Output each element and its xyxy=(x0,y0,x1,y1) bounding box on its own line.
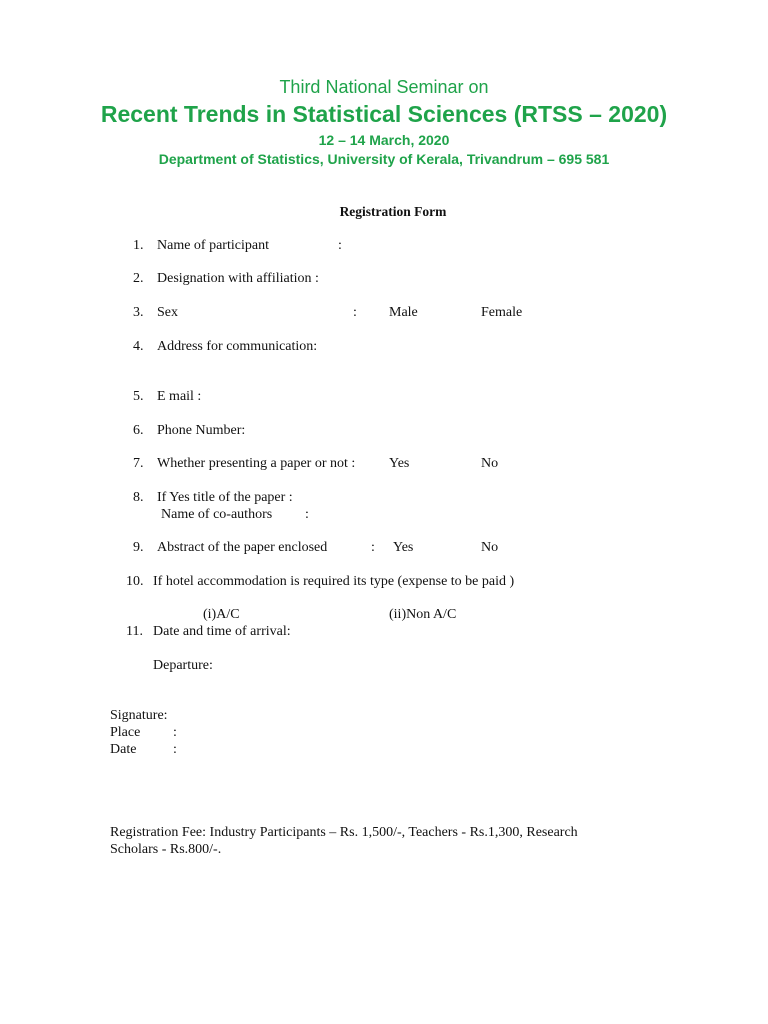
item-number: 8. xyxy=(133,490,144,505)
colon: : xyxy=(353,305,357,320)
label-paper-title: If Yes title of the paper : xyxy=(157,490,293,505)
label-email: E mail : xyxy=(157,389,202,404)
option-female: Female xyxy=(481,305,523,320)
seminar-venue: Department of Statistics, University of Kerala, Trivandrum – 695 581 xyxy=(158,151,610,167)
colon: : xyxy=(371,540,375,555)
item-number: 11. xyxy=(126,624,143,639)
label-signature: Signature: xyxy=(110,708,168,723)
seminar-line: Third National Seminar on xyxy=(279,77,489,97)
label-abstract: Abstract of the paper enclosed xyxy=(157,540,328,555)
colon: : xyxy=(338,238,342,253)
form-title: Registration Form xyxy=(339,204,447,219)
item-number: 9. xyxy=(133,540,144,555)
label-place: Place xyxy=(110,725,141,740)
seminar-dates: 12 – 14 March, 2020 xyxy=(318,132,450,148)
label-co-authors: Name of co-authors xyxy=(161,507,273,522)
item-number: 7. xyxy=(133,456,144,471)
label-presenting-paper: Whether presenting a paper or not : xyxy=(157,456,356,471)
item-number: 1. xyxy=(133,238,144,253)
item-number: 3. xyxy=(133,305,144,320)
seminar-title: Recent Trends in Statistical Sciences (RTSS – 2020) xyxy=(100,101,668,127)
option-no: No xyxy=(481,456,499,471)
item-number: 6. xyxy=(133,423,144,438)
label-phone: Phone Number: xyxy=(157,423,246,438)
label-sex: Sex xyxy=(157,305,178,320)
label-address: Address for communication: xyxy=(157,339,318,354)
option-male: Male xyxy=(389,305,418,320)
option-yes: Yes xyxy=(393,540,414,555)
label-date: Date xyxy=(110,742,137,757)
option-ac: (i)A/C xyxy=(203,607,240,622)
option-no: No xyxy=(481,540,499,555)
label-designation: Designation with affiliation : xyxy=(157,271,319,286)
item-number: 10. xyxy=(126,574,144,589)
colon: : xyxy=(305,507,309,522)
option-non-ac: (ii)Non A/C xyxy=(389,607,457,622)
item-number: 2. xyxy=(133,271,144,286)
option-yes: Yes xyxy=(389,456,410,471)
item-number: 5. xyxy=(133,389,144,404)
label-arrival: Date and time of arrival: xyxy=(153,624,291,639)
registration-fee-line: Registration Fee: Industry Participants – Rs. 1,500/-, Teachers - Rs.1,300, Research xyxy=(110,825,578,840)
colon: : xyxy=(173,725,177,740)
label-departure: Departure: xyxy=(153,658,213,673)
colon: : xyxy=(173,742,177,757)
label-participant-name: Name of participant xyxy=(157,238,269,253)
registration-fee-line: Scholars - Rs.800/-. xyxy=(110,842,222,857)
item-number: 4. xyxy=(133,339,144,354)
label-hotel-accommodation: If hotel accommodation is required its type (expense to be paid ) xyxy=(153,574,515,589)
